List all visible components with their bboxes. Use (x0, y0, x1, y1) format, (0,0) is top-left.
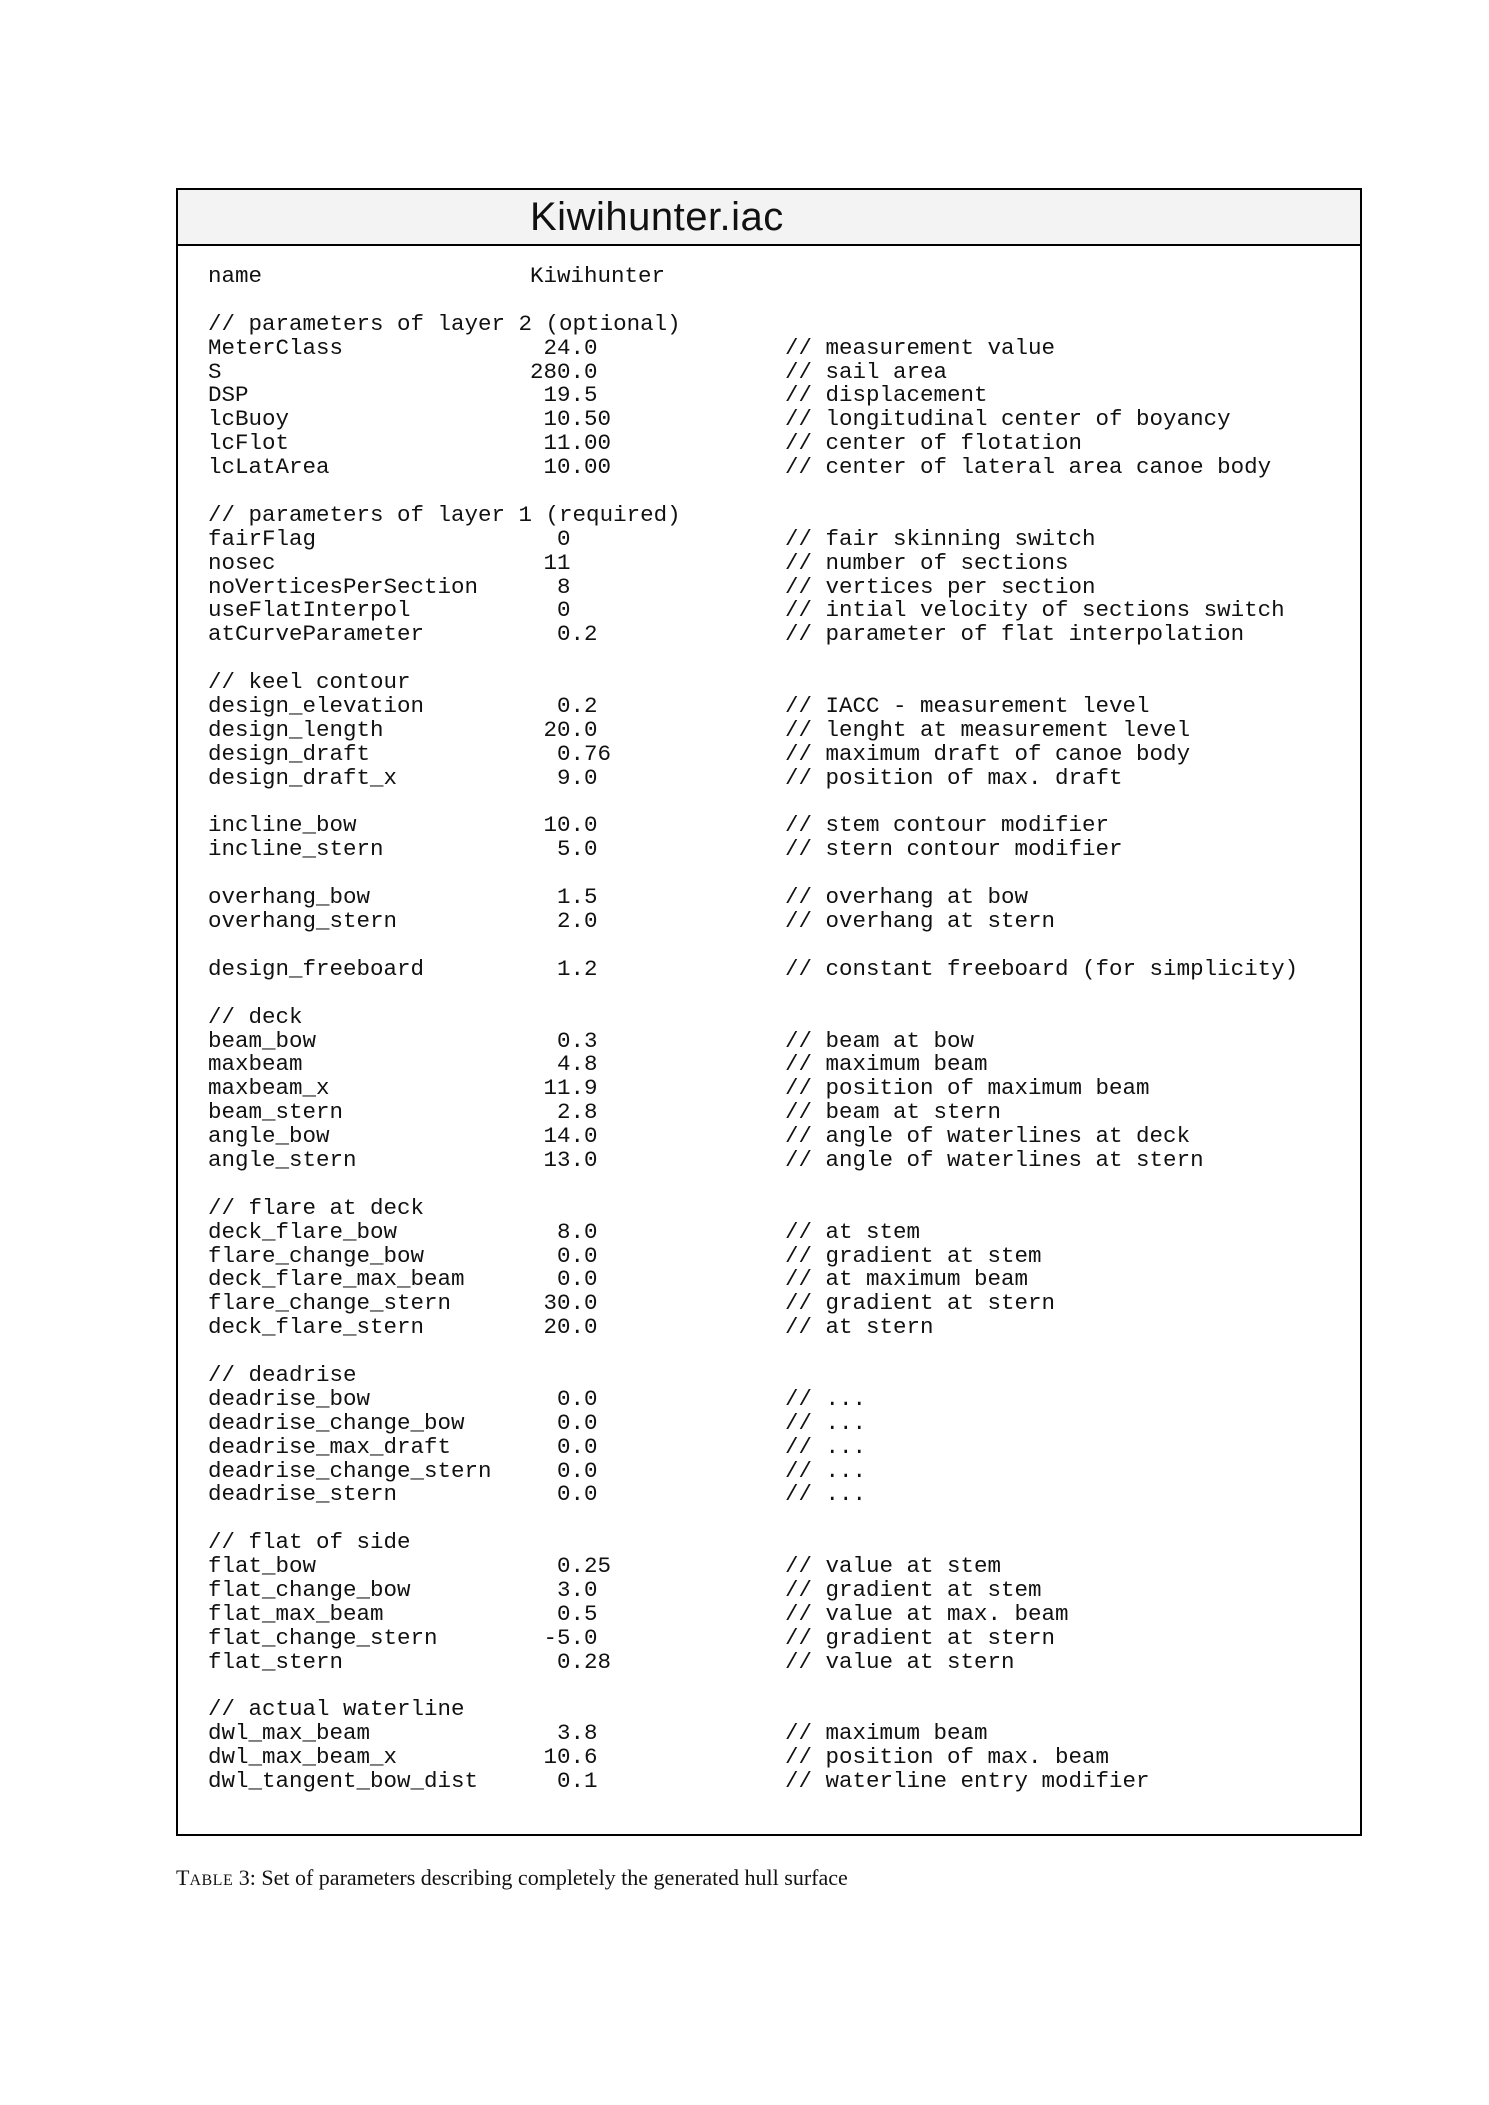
parameter-row (208, 1433, 1350, 1460)
parameter-value: 0.3 (530, 1027, 598, 1054)
parameter-value: 10.6 (530, 1744, 598, 1771)
parameter-value: 0.25 (530, 1553, 612, 1580)
parameter-row (208, 740, 1350, 767)
parameter-value: 0.76 (530, 740, 612, 767)
parameter-value: 1.5 (530, 884, 598, 911)
section-comment-text: // actual waterline (208, 1696, 465, 1723)
parameter-value: 0 (530, 597, 571, 624)
parameter-row (208, 695, 1350, 719)
parameter-comment: // ... (785, 1385, 867, 1412)
parameter-row (208, 1576, 1350, 1603)
parameter-value: 2.0 (530, 908, 598, 935)
listing-header (178, 190, 1360, 246)
parameter-comment: // position of max. beam (785, 1744, 1110, 1771)
parameter-comment: // center of flotation (785, 430, 1083, 457)
parameter-row (208, 1077, 1350, 1101)
caption-label-rest: ABLE (189, 1872, 234, 1889)
section-comment (208, 1194, 1350, 1221)
caption-label-initial: T (176, 1865, 190, 1890)
parameter-comment: // gradient at stem (785, 1242, 1042, 1269)
parameter-name: fairFlag (208, 525, 317, 552)
section-comment (208, 1003, 1350, 1030)
parameter-name: S (208, 358, 222, 385)
listing-body (208, 265, 1350, 1794)
parameter-row (208, 838, 1350, 862)
parameter-comment: // IACC - measurement level (785, 693, 1150, 720)
parameter-comment: // at stern (785, 1314, 934, 1341)
parameter-name: lcBuoy (208, 406, 290, 433)
parameter-name: maxbeam_x (208, 1075, 330, 1102)
parameter-row (208, 1555, 1350, 1579)
parameter-row (208, 1648, 1350, 1675)
parameter-name: deck_flare_max_beam (208, 1266, 465, 1293)
parameter-name: lcLatArea (208, 454, 330, 481)
parameter-row (208, 384, 1350, 408)
parameter-value: 10.0 (530, 812, 598, 839)
parameter-name: design_elevation (208, 693, 425, 720)
parameter-comment: // fair skinning switch (785, 525, 1096, 552)
blank-line (208, 982, 1350, 1006)
parameter-comment: // sail area (785, 358, 948, 385)
parameter-name: incline_bow (208, 812, 357, 839)
parameter-row (208, 814, 1350, 838)
parameter-value: 4.8 (530, 1051, 598, 1078)
parameter-comment: // measurement value (785, 334, 1056, 361)
blank-line (208, 647, 1350, 671)
parameter-comment: // gradient at stern (785, 1624, 1056, 1651)
section-comment (208, 1531, 1350, 1555)
parameter-row (208, 1385, 1350, 1412)
parameter-comment: // value at max. beam (785, 1600, 1069, 1627)
parameter-value: 13.0 (530, 1146, 598, 1173)
parameter-name: design_draft_x (208, 764, 398, 791)
parameter-name: dwl_max_beam_x (208, 1744, 398, 1771)
parameter-name: deadrise_stern (208, 1481, 398, 1508)
parameter-name: beam_stern (208, 1099, 344, 1126)
section-comment-text: // flat of side (208, 1529, 411, 1556)
parameter-row (208, 716, 1350, 743)
parameter-comment: // longitudinal center of boyancy (785, 406, 1231, 433)
parameter-value: 0.0 (530, 1409, 598, 1436)
section-comment (208, 501, 1350, 528)
parameter-name: dwl_tangent_bow_dist (208, 1768, 479, 1795)
parameter-row (208, 1457, 1350, 1484)
parameter-comment: // ... (785, 1481, 867, 1508)
parameter-name: lcFlot (208, 430, 290, 457)
parameter-comment: // number of sections (785, 549, 1069, 576)
parameter-value: 11 (530, 549, 571, 576)
parameter-comment: // at stem (785, 1218, 921, 1245)
parameter-name: flat_change_bow (208, 1576, 411, 1603)
parameter-name: flare_change_bow (208, 1242, 425, 1269)
parameter-row (208, 549, 1350, 576)
parameter-row (208, 358, 1350, 385)
blank-line (208, 934, 1350, 958)
parameter-value: 20.0 (530, 1314, 598, 1341)
parameter-value: 0.0 (530, 1433, 598, 1460)
parameter-name: design_draft (208, 740, 371, 767)
listing-title: Kiwihunter.iac (530, 195, 784, 239)
parameter-value: 8 (530, 573, 571, 600)
parameter-name: useFlatInterpol (208, 597, 411, 624)
parameter-row (208, 764, 1350, 791)
parameter-row (208, 886, 1350, 910)
parameter-comment: // value at stern (785, 1648, 1015, 1675)
parameter-row (208, 1600, 1350, 1627)
parameter-value: 20.0 (530, 716, 598, 743)
parameter-name: design_freeboard (208, 955, 425, 982)
parameter-comment: // maximum beam (785, 1720, 988, 1747)
parameter-comment: // overhang at bow (785, 884, 1029, 911)
parameter-comment: // waterline entry modifier (785, 1768, 1150, 1795)
blank-line (208, 480, 1350, 504)
parameter-name: flare_change_stern (208, 1290, 452, 1317)
parameter-value: 14.0 (530, 1123, 598, 1150)
parameter-row (208, 1218, 1350, 1245)
parameter-row (208, 1746, 1350, 1770)
parameter-name: noVerticesPerSection (208, 573, 479, 600)
parameter-comment: // gradient at stem (785, 1576, 1042, 1603)
parameter-name: deadrise_change_stern (208, 1457, 492, 1484)
parameter-row (208, 1146, 1350, 1173)
parameter-comment: // maximum draft of canoe body (785, 740, 1191, 767)
parameter-comment: // position of maximum beam (785, 1075, 1150, 1102)
parameter-name: name (208, 263, 263, 289)
parameter-value: 10.00 (530, 454, 612, 481)
section-comment-text: // flare at deck (208, 1194, 425, 1221)
table-caption (176, 1865, 848, 1891)
parameter-row (208, 1722, 1350, 1746)
section-comment (208, 310, 1350, 337)
parameter-comment: // ... (785, 1433, 867, 1460)
parameter-value: 10.50 (530, 406, 612, 433)
caption-text: Set of parameters describing completely the generated hull surface (255, 1865, 848, 1890)
parameter-name: angle_stern (208, 1146, 357, 1173)
parameter-name: maxbeam (208, 1051, 303, 1078)
parameter-value: 0.2 (530, 621, 598, 648)
parameter-comment: // gradient at stern (785, 1290, 1056, 1317)
parameter-value: 280.0 (530, 358, 598, 385)
parameter-name: atCurveParameter (208, 621, 425, 648)
parameter-value: 0.1 (530, 1768, 598, 1795)
parameter-name: flat_max_beam (208, 1600, 384, 1627)
parameter-row (208, 1409, 1350, 1436)
parameter-comment: // value at stem (785, 1553, 1002, 1580)
parameter-value: 3.0 (530, 1576, 598, 1603)
parameter-comment: // angle of waterlines at deck (785, 1123, 1191, 1150)
parameter-row (208, 456, 1350, 480)
blank-line (208, 791, 1350, 815)
parameter-name: flat_bow (208, 1553, 317, 1580)
parameter-row (208, 408, 1350, 432)
parameter-row (208, 1770, 1350, 1794)
parameter-comment: // stern contour modifier (785, 836, 1123, 863)
section-comment-text: // keel contour (208, 669, 411, 696)
parameter-name: flat_change_stern (208, 1624, 438, 1651)
parameter-row (208, 1268, 1350, 1292)
parameter-comment: // angle of waterlines at stern (785, 1146, 1204, 1173)
parameter-value: Kiwihunter (530, 263, 666, 289)
section-comment-text: // parameters of layer 1 (required) (208, 501, 681, 528)
code-listing-box (176, 188, 1362, 1836)
parameter-comment: // beam at bow (785, 1027, 975, 1054)
parameter-value: 19.5 (530, 382, 598, 409)
parameter-comment: // ... (785, 1457, 867, 1484)
parameter-row (208, 1101, 1350, 1125)
parameter-comment: // overhang at stern (785, 908, 1056, 935)
parameter-row (208, 1483, 1350, 1507)
parameter-comment: // at maximum beam (785, 1266, 1029, 1293)
parameter-value: 11.00 (530, 430, 612, 457)
parameter-comment: // ... (785, 1409, 867, 1436)
blank-line (208, 1675, 1350, 1699)
parameter-name: DSP (208, 382, 249, 409)
parameter-comment: // maximum beam (785, 1051, 988, 1078)
parameter-value: 2.8 (530, 1099, 598, 1126)
parameter-name: angle_bow (208, 1123, 330, 1150)
parameter-comment: // displacement (785, 382, 988, 409)
parameter-comment: // constant freeboard (for simplicity) (785, 955, 1299, 982)
section-comment (208, 1361, 1350, 1388)
parameter-name: flat_stern (208, 1648, 344, 1675)
parameter-name: beam_bow (208, 1027, 317, 1054)
section-comment (208, 671, 1350, 695)
parameter-name: incline_stern (208, 836, 384, 863)
parameter-name: nosec (208, 549, 276, 576)
parameter-row (208, 955, 1350, 982)
parameter-value: 9.0 (530, 764, 598, 791)
parameter-value: 5.0 (530, 836, 598, 863)
parameter-row (208, 1125, 1350, 1149)
parameter-row (208, 1316, 1350, 1340)
parameter-value: 11.9 (530, 1075, 598, 1102)
parameter-value: 8.0 (530, 1218, 598, 1245)
parameter-name: overhang_bow (208, 884, 371, 911)
parameter-comment: // lenght at measurement level (785, 716, 1191, 743)
section-comment-text: // deck (208, 1003, 303, 1030)
parameter-value: 1.2 (530, 955, 598, 982)
section-comment-text: // parameters of layer 2 (optional) (208, 310, 681, 337)
caption-number: 3: (233, 1865, 256, 1890)
parameter-value: -5.0 (530, 1624, 598, 1651)
parameter-value: 0.0 (530, 1242, 598, 1269)
blank-line (208, 1507, 1350, 1531)
blank-line (208, 1173, 1350, 1197)
parameter-comment: // position of max. draft (785, 764, 1123, 791)
parameter-value: 0.5 (530, 1600, 598, 1627)
parameter-value: 0.0 (530, 1457, 598, 1484)
parameter-comment: // vertices per section (785, 573, 1096, 600)
parameter-comment: // center of lateral area canoe body (785, 454, 1272, 481)
parameter-name: deck_flare_stern (208, 1314, 425, 1341)
parameter-name: deck_flare_bow (208, 1218, 398, 1245)
parameter-value: 0.28 (530, 1648, 612, 1675)
parameter-name: MeterClass (208, 334, 344, 361)
section-comment (208, 1698, 1350, 1722)
parameter-name: deadrise_max_draft (208, 1433, 452, 1460)
parameter-value: 0.0 (530, 1481, 598, 1508)
parameter-row (208, 1053, 1350, 1077)
parameter-value: 0.0 (530, 1385, 598, 1412)
parameter-row (208, 1624, 1350, 1651)
parameter-name: design_length (208, 716, 384, 743)
parameter-value: 24.0 (530, 334, 598, 361)
parameter-name: deadrise_bow (208, 1385, 371, 1412)
parameter-row (208, 910, 1350, 934)
parameter-value: 0.0 (530, 1266, 598, 1293)
parameter-value: 30.0 (530, 1290, 598, 1317)
parameter-row (208, 525, 1350, 552)
parameter-row (208, 432, 1350, 456)
parameter-value: 3.8 (530, 1720, 598, 1747)
parameter-row (208, 334, 1350, 361)
parameter-value: 0.2 (530, 693, 598, 720)
parameter-comment: // stem contour modifier (785, 812, 1110, 839)
parameter-row (208, 1242, 1350, 1269)
parameter-row (208, 265, 1350, 289)
parameter-name: overhang_stern (208, 908, 398, 935)
parameter-name: deadrise_change_bow (208, 1409, 465, 1436)
parameter-row (208, 623, 1350, 647)
parameter-comment: // beam at stern (785, 1099, 1002, 1126)
blank-line (208, 1340, 1350, 1364)
parameter-row (208, 1027, 1350, 1054)
parameter-comment: // intial velocity of sections switch (785, 597, 1285, 624)
parameter-row (208, 1292, 1350, 1316)
parameter-comment: // parameter of flat interpolation (785, 621, 1245, 648)
parameter-row (208, 573, 1350, 600)
blank-line (208, 289, 1350, 313)
parameter-row (208, 599, 1350, 623)
parameter-name: dwl_max_beam (208, 1720, 371, 1747)
section-comment-text: // deadrise (208, 1361, 357, 1388)
blank-line (208, 862, 1350, 886)
parameter-value: 0 (530, 525, 571, 552)
